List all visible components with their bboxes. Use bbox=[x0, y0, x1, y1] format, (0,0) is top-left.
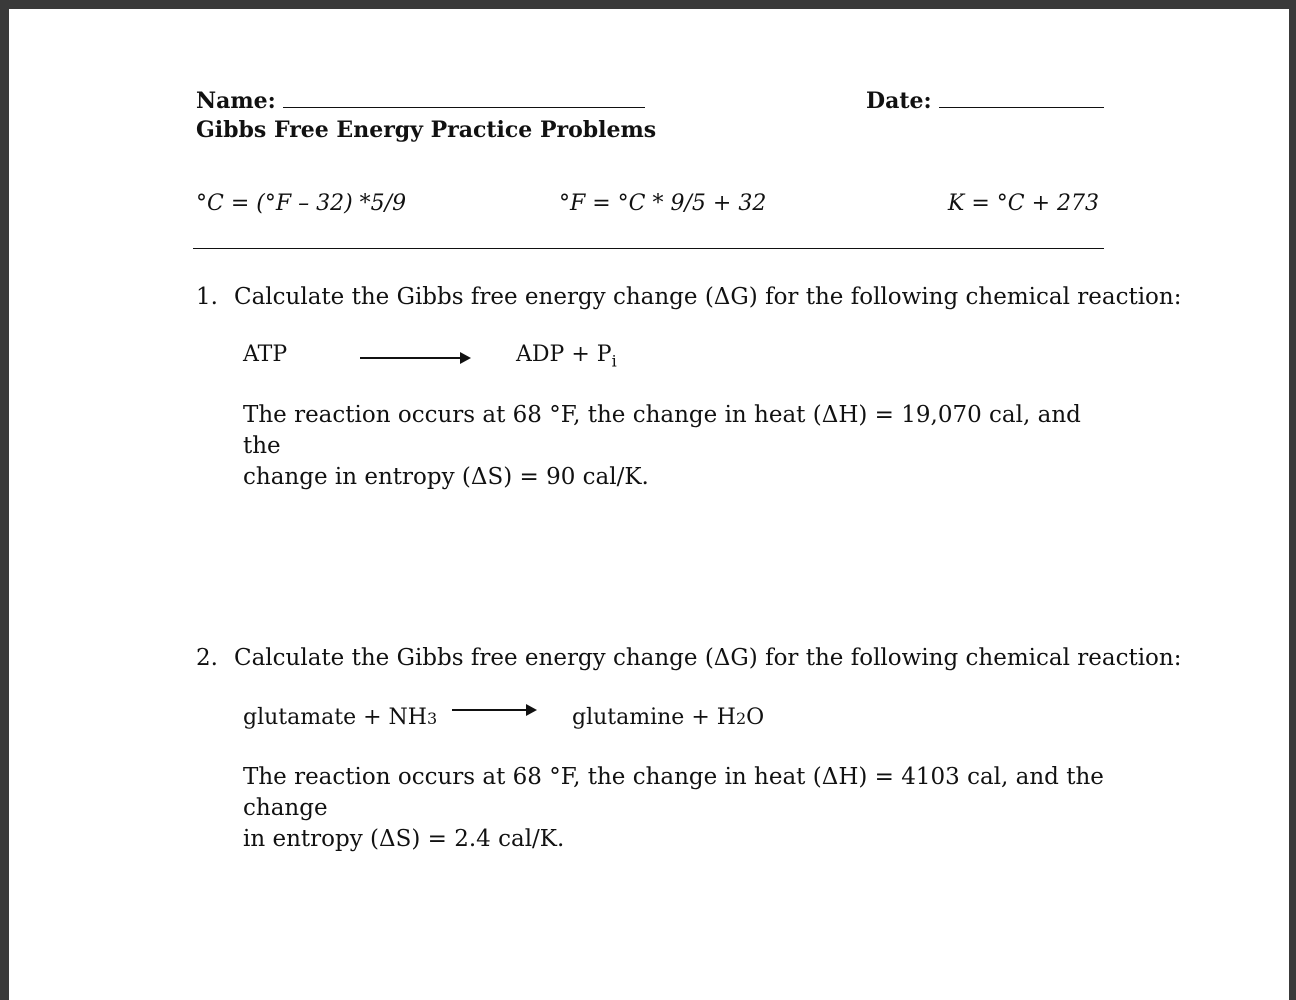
problem-1-details bbox=[243, 400, 1123, 493]
problem-1-question-text: Calculate the Gibbs free energy change (ΔG) for the following chemical reaction: bbox=[234, 284, 1182, 310]
problem-1-details-line-2: change in entropy (ΔS) = 90 cal/K. bbox=[243, 464, 649, 490]
name-field bbox=[196, 87, 645, 114]
problem-1-details-line-1: The reaction occurs at 68 °F, the change in heat (ΔH) = 19,070 cal, and the bbox=[243, 402, 1081, 459]
formula-fahrenheit-to-celsius: °C = (°F – 32) *5/9 bbox=[196, 191, 407, 216]
problem-2-product bbox=[572, 705, 764, 730]
problem-1-product-subscript: i bbox=[611, 351, 617, 371]
problem-1-product-main: ADP + P bbox=[516, 342, 612, 367]
problem-1-number: 1. bbox=[196, 284, 218, 310]
reaction-arrow-icon bbox=[360, 357, 469, 359]
date-label: Date: bbox=[866, 88, 932, 114]
problem-2-details bbox=[243, 762, 1143, 855]
problem-2-reactant bbox=[243, 705, 437, 730]
formula-celsius-to-kelvin: K = °C + 273 bbox=[947, 191, 1099, 216]
problem-1-reactant: ATP bbox=[243, 342, 288, 367]
problem-2-number: 2. bbox=[196, 645, 218, 671]
date-blank-line bbox=[939, 87, 1104, 108]
worksheet-page bbox=[9, 9, 1289, 1000]
problem-2-product-tail: O bbox=[746, 705, 765, 730]
worksheet-title: Gibbs Free Energy Practice Problems bbox=[196, 117, 657, 143]
formula-celsius-to-fahrenheit: °F = °C * 9/5 + 32 bbox=[559, 191, 767, 216]
problem-1-product bbox=[516, 342, 617, 370]
problem-2-reactant-subscript: 3 bbox=[426, 709, 438, 728]
problem-2-product-subscript: 2 bbox=[735, 709, 747, 728]
problem-2-details-line-1: The reaction occurs at 68 °F, the change in heat (ΔH) = 4103 cal, and the change bbox=[243, 764, 1104, 821]
problem-1-question bbox=[196, 282, 1181, 313]
problem-2-question-text: Calculate the Gibbs free energy change (ΔG) for the following chemical reaction: bbox=[234, 645, 1182, 671]
name-blank-line bbox=[283, 87, 645, 108]
reaction-arrow-icon bbox=[452, 709, 535, 711]
name-label: Name: bbox=[196, 88, 276, 114]
problem-2-details-line-2: in entropy (ΔS) = 2.4 cal/K. bbox=[243, 826, 565, 852]
problem-2-question bbox=[196, 643, 1181, 674]
problem-2-reactant-main: glutamate + NH bbox=[243, 705, 427, 730]
divider-line bbox=[193, 248, 1104, 249]
problem-2-product-main: glutamine + H bbox=[572, 705, 736, 730]
date-field bbox=[866, 87, 1104, 114]
